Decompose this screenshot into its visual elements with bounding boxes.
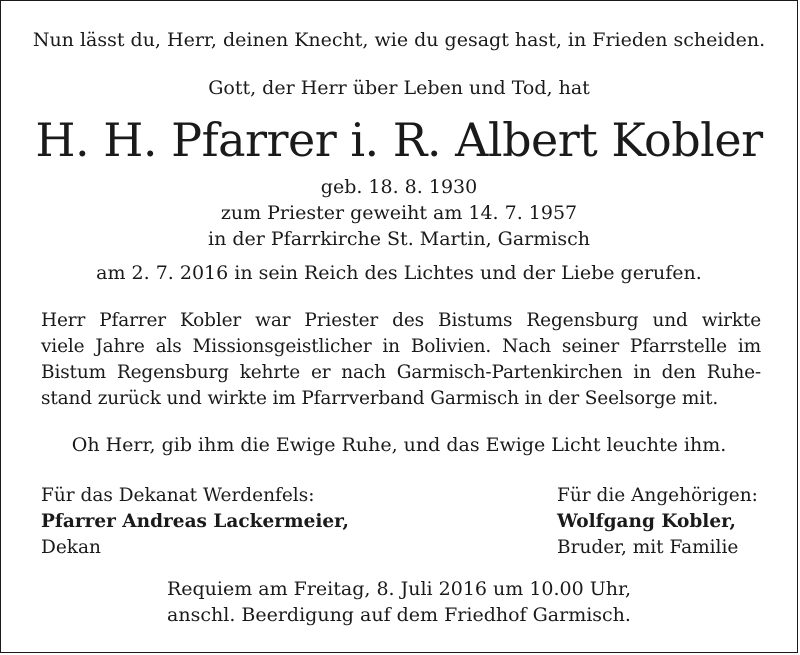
signatory-role: Bruder, mit Familie [557, 537, 739, 558]
signatory-role: Dekan [41, 537, 101, 558]
prayer-line: Oh Herr, gib ihm die Ewige Ruhe, und das Ewige Licht leuchte ihm. [71, 434, 727, 456]
biography-line: viele Jahre als Missionsgeistlicher in Bolivien. Nach seiner Pfarrstelle im [41, 336, 761, 357]
requiem-line: Requiem am Freitag, 8. Juli 2016 um 10.00 Uhr, [166, 578, 632, 600]
biography-line: Herr Pfarrer Kobler war Priester des Bistums Regensburg und wirkte [41, 310, 761, 331]
bible-verse: Nun lässt du, Herr, deinen Knecht, wie du gesagt hast, in Frieden scheiden. [32, 29, 766, 51]
signatory-name: Pfarrer Andreas Lackermeier, [41, 511, 349, 532]
burial-line: anschl. Beerdigung auf dem Friedhof Garmisch. [167, 604, 631, 626]
ordination-date: zum Priester geweiht am 14. 7. 1957 [220, 202, 578, 224]
signatory-family [557, 483, 758, 561]
biography-line: stand zurück und wirkte im Pfarrverband Garmisch in der Seelsorge mit. [41, 388, 719, 409]
deceased-name: H. H. Pfarrer i. R. Albert Kobler [35, 113, 763, 167]
biography [41, 308, 761, 412]
intro-line: Gott, der Herr über Leben und Tod, hat [208, 77, 590, 99]
ordination-place: in der Pfarrkirche St. Martin, Garmisch [208, 228, 590, 250]
signatory-name: Wolfgang Kobler, [557, 511, 736, 532]
death-line: am 2. 7. 2016 in sein Reich des Lichtes und der Liebe gerufen. [96, 262, 702, 284]
signatory-heading: Für die Angehörigen: [557, 485, 758, 506]
birth-date: geb. 18. 8. 1930 [320, 176, 478, 198]
signatory-deanery [41, 483, 349, 561]
signatory-heading: Für das Dekanat Werdenfels: [41, 485, 315, 506]
biography-line: Bistum Regensburg kehrte er nach Garmisch-Partenkirchen in den Ruhe- [41, 362, 761, 383]
